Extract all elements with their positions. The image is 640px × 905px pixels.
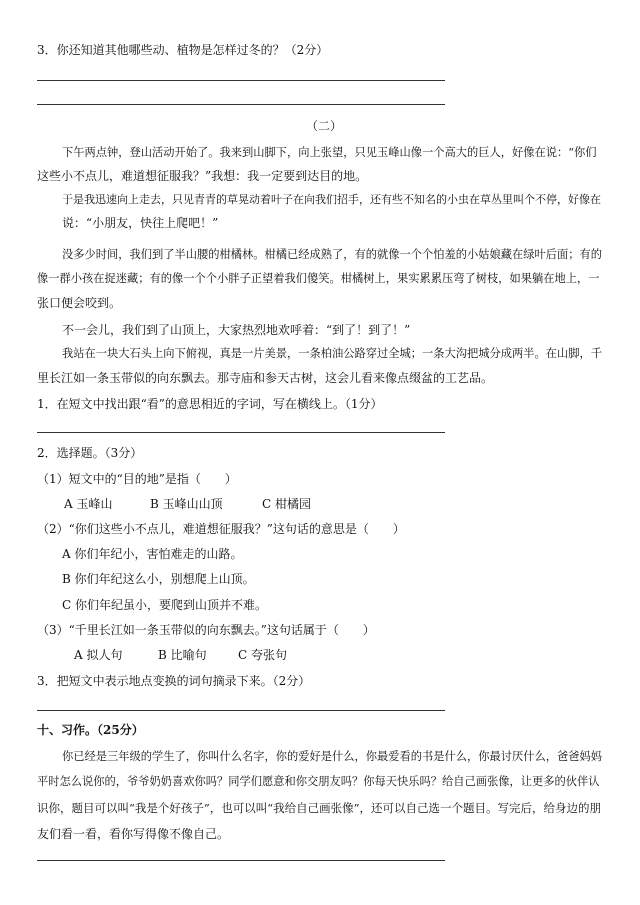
option-c: C 柑橘园 — [262, 497, 311, 511]
passage-line: 说：“小朋友，快往上爬吧！” — [62, 216, 219, 230]
passage-line: 于是我迅速向上走去，只见青青的草晃动着叶子在向我们招手，还有些不知名的小虫在草丛里叫个不停，好像在 — [62, 193, 601, 206]
passage-line: 没多少时间，我们到了半山腰的柑橘林。柑橘已经成熟了，有的就像一个个怕羞的小姑娘藏在绿叶后面；有的 — [62, 248, 603, 261]
passage-line: 像一群小孩在捉迷藏；有的像一个个小胖子正望着我们傻笑。柑橘树上，果实累累压弯了树枝，如果躺在地上，一 — [37, 272, 600, 285]
option-a: A 拟人句 — [74, 648, 123, 662]
option-c: C 夸张句 — [238, 648, 287, 662]
passage-line: 里长江如一条玉带似的向东飘去。那寺庙和参天古树，这会儿看来像点缀盆的工艺品。 — [37, 371, 494, 385]
essay-line: 识你，题目可以叫“我是个好孩子”，也可以叫“我给自己画张像”，还可以自己选一个题目。写完后，给身边的朋 — [37, 801, 602, 815]
option-b: B 比喻句 — [158, 648, 207, 662]
option-a: A 玉峰山 — [64, 497, 113, 511]
passage-line: 我站在一块大石头上向下俯视，真是一片美景，一条柏油公路穿过全城；一条大沟把城分成两半。在山脚，千 — [62, 347, 603, 360]
option-c: C 你们年纪虽小，要爬到山顶并不难。 — [62, 598, 267, 612]
passage-line: 下午两点钟，登山活动开始了。我来到山脚下，向上张望，只见玉峰山像一个高大的巨人，好像在说：“你们 — [62, 146, 597, 159]
option-a: A 你们年纪小，害怕难走的山路。 — [62, 547, 243, 561]
answer-line — [37, 710, 445, 711]
answer-line — [37, 104, 445, 105]
question-2-1: （1）短文中的“目的地”是指（ ） — [37, 472, 237, 486]
question-2-3: （3）“千里长江如一条玉带似的向东飘去。”这句话属于（ ） — [37, 623, 375, 637]
option-b: B 玉峰山山顶 — [150, 497, 223, 511]
answer-line — [37, 432, 445, 433]
question-2: 2．选择题。（3分） — [37, 446, 143, 460]
passage-line: 张口便会咬到。 — [37, 296, 122, 310]
option-b: B 你们年纪这么小，别想爬上山顶。 — [62, 572, 255, 586]
question-1: 1．在短文中找出跟“看”的意思相近的字词，写在横线上。（1分） — [37, 397, 383, 411]
question-3: 3．把短文中表示地点变换的词句摘录下来。（2分） — [37, 674, 311, 688]
question-3-other-animals-plants: 3．你还知道其他哪些动、植物是怎样过冬的？（2分） — [37, 43, 329, 57]
essay-line: 你已经是三年级的学生了，你叫什么名字，你的爱好是什么，你最爱看的书是什么，你最讨厌什么，爸爸妈妈 — [62, 750, 603, 763]
passage-line: 不一会儿，我们到了山顶上，大家热烈地欢呼着：“到了！到了！” — [62, 323, 411, 337]
passage-line: 这些小不点儿，难道想征服我？”我想：我一定要到达目的地。 — [37, 169, 368, 183]
answer-line — [37, 860, 445, 861]
essay-line: 平时怎么说你的，爷爷奶奶喜欢你吗？同学们愿意和你交朋友吗？你每天快乐吗？给自己画张像，让更多的伙伴认 — [37, 775, 600, 788]
section-2-title: （二） — [306, 119, 343, 133]
section-10-title: 十、习作。（25分） — [37, 723, 144, 737]
question-2-2: （2）“你们这些小不点儿，难道想征服我？”这句话的意思是（ ） — [37, 522, 405, 536]
essay-line: 友们看一看，看你写得像不像自己。 — [37, 827, 230, 841]
answer-line — [37, 80, 445, 81]
